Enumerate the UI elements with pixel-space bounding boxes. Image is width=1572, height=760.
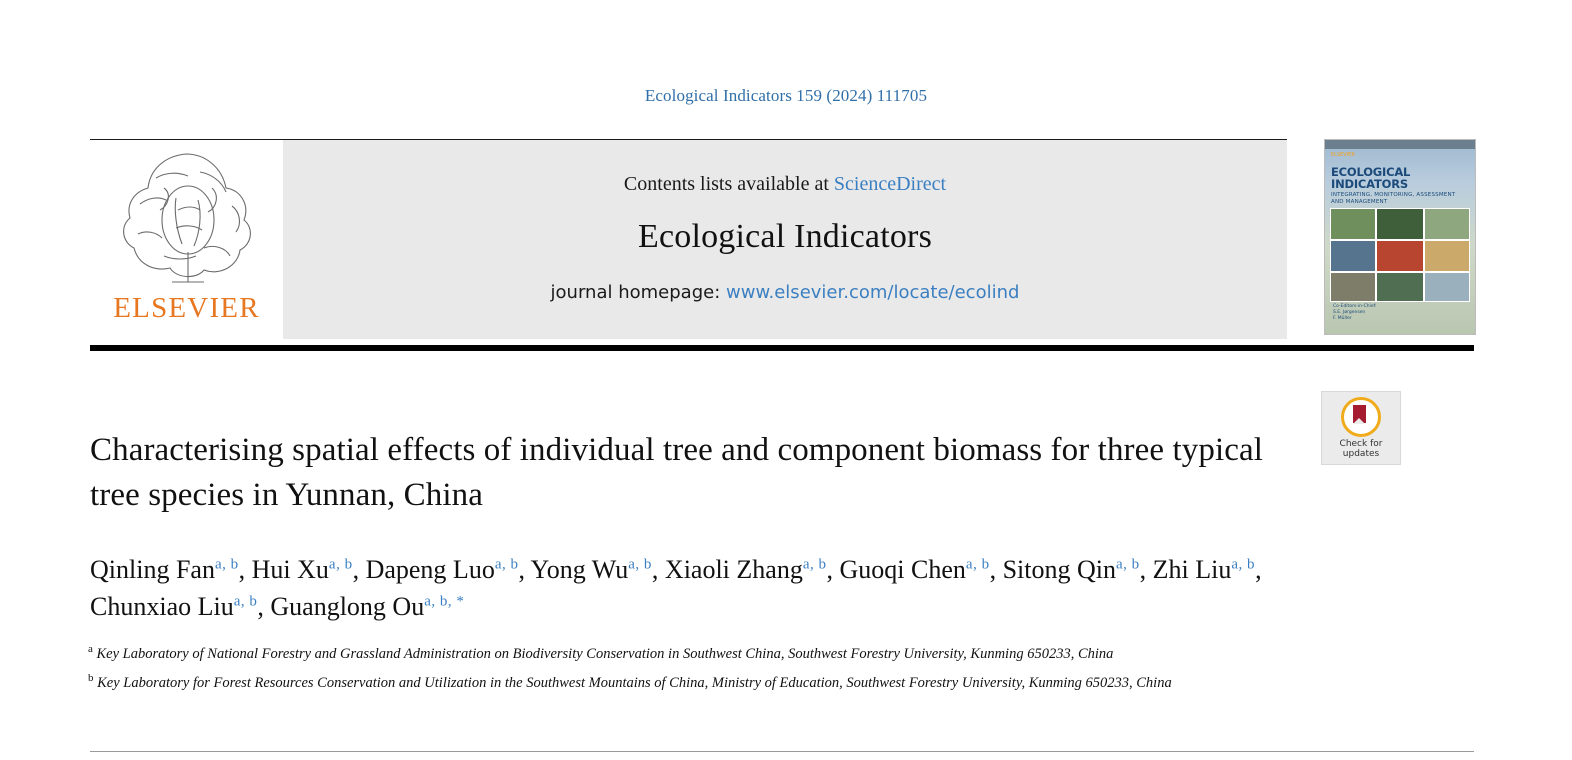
author-item[interactable] [1003, 555, 1153, 584]
cover-photo-collage [1330, 208, 1470, 300]
author-sep: , [1139, 554, 1153, 584]
cover-top-bar [1325, 140, 1475, 149]
journal-title: Ecological Indicators [637, 217, 933, 255]
elsevier-logo [90, 140, 283, 339]
author-affil-marks: a, b [494, 556, 519, 572]
author-item[interactable] [90, 555, 252, 584]
affiliation-text: Key Laboratory of National Forestry and Grassland Administration on Biodiversity Conservation in Southwest China, Southwest Forestry University, Kunming 650233, China [96, 645, 1114, 662]
author-item[interactable] [531, 555, 665, 584]
cover-brand-label: ELSEVIER [1331, 152, 1355, 158]
author-sep: , [826, 554, 840, 584]
author-item[interactable] [1153, 555, 1262, 584]
author-name: Qinling Fan [90, 554, 215, 584]
author-item[interactable] [665, 555, 840, 584]
cover-photo-7 [1330, 272, 1376, 302]
author-name: Guoqi Chen [839, 554, 966, 584]
author-item[interactable] [840, 555, 1003, 584]
contents-prefix: Contents lists available at [623, 172, 834, 195]
author-name: Xiaoli Zhang [664, 554, 803, 584]
journal-homepage-link[interactable]: www.elsevier.com/locate/ecolind [726, 281, 1020, 303]
crossmark-badge[interactable] [1321, 391, 1401, 465]
author-name: Sitong Qin [1002, 554, 1116, 584]
affiliation-marker: a [88, 643, 93, 655]
article-title: Characterising spatial effects of individual tree and component biomass for three typical tree species in Yunnan, China [90, 432, 1263, 513]
author-affil-marks: a, b, * [424, 593, 465, 610]
cover-photo-5 [1376, 240, 1424, 272]
author-sep: , [257, 592, 271, 622]
author-affil-marks: a, b [965, 556, 990, 572]
author-affil-marks: a, b [233, 593, 258, 610]
cover-editor-line-3: F. Müller [1333, 316, 1352, 321]
author-sep: , [518, 554, 531, 584]
author-affil-marks: a, b [1116, 556, 1140, 572]
author-name: Hui Xu [251, 554, 329, 584]
author-affil-marks: a, b [328, 556, 353, 572]
cover-photo-6 [1424, 240, 1470, 272]
cover-editor-credits [1333, 304, 1377, 322]
author-name: Dapeng Luo [365, 554, 495, 584]
author-affil-marks: a, b [802, 556, 827, 572]
page-bottom-rule [90, 751, 1474, 752]
cover-photo-8 [1376, 272, 1424, 302]
author-name: Yong Wu [530, 554, 629, 584]
author-sep: , [651, 554, 665, 584]
journal-masthead [90, 139, 1287, 339]
cover-photo-9 [1424, 272, 1470, 302]
elsevier-wordmark: ELSEVIER [113, 292, 260, 324]
author-list [90, 548, 1300, 623]
author-item[interactable] [366, 555, 531, 584]
cover-photo-1 [1330, 208, 1376, 240]
crossmark-line-1: Check for [1339, 439, 1383, 449]
affiliation-marker: b [88, 671, 94, 684]
author-item[interactable] [90, 592, 270, 621]
cover-editor-line-2: S.E. Jørgensen [1333, 310, 1366, 315]
author-sep: , [238, 554, 252, 584]
author-affil-marks: a, b [628, 556, 652, 572]
elsevier-tree-icon [104, 148, 269, 288]
sciencedirect-link[interactable]: ScienceDirect [833, 172, 947, 195]
author-affil-marks: a, b [214, 556, 239, 572]
affiliation-item [88, 638, 1283, 666]
author-affil-marks: a, b [1231, 556, 1256, 572]
author-name: Zhi Liu [1152, 554, 1232, 584]
author-item[interactable] [252, 555, 366, 584]
contents-line [624, 173, 946, 196]
running-head-citation: Ecological Indicators 159 (2024) 111705 [644, 86, 928, 105]
author-sep: , [352, 554, 366, 584]
journal-homepage-line [551, 282, 1020, 303]
affiliation-list [88, 638, 1283, 696]
cover-journal-title: ECOLOGICAL INDICATORS [1331, 165, 1411, 191]
cover-photo-2 [1376, 208, 1424, 240]
journal-cover-thumbnail [1324, 139, 1476, 335]
cover-journal-subtitle: INTEGRATING, MONITORING, ASSESSMENT AND MANAGEMENT [1331, 192, 1456, 205]
affiliation-text: Key Laboratory for Forest Resources Conservation and Utilization in the Southwest Mountains of China, Ministry of Education, Southwest Forestry University, Kunming 650233, China [97, 674, 1172, 691]
homepage-prefix: journal homepage: [550, 281, 726, 303]
author-name: Guanglong Ou [270, 592, 425, 622]
affiliation-item [88, 667, 1283, 695]
author-item[interactable] [270, 592, 464, 621]
cover-photo-4 [1330, 240, 1376, 272]
crossmark-icon [1341, 397, 1381, 437]
author-sep: , [1255, 554, 1262, 584]
cover-photo-3 [1424, 208, 1470, 240]
cover-editor-line-1: Co-Editors-in-Chief: [1333, 304, 1377, 309]
author-name: Chunxiao Liu [90, 592, 234, 622]
masthead-bottom-rule [90, 345, 1474, 351]
author-sep: , [989, 554, 1003, 584]
crossmark-line-2: updates [1342, 449, 1380, 459]
journal-info-panel [283, 140, 1287, 339]
